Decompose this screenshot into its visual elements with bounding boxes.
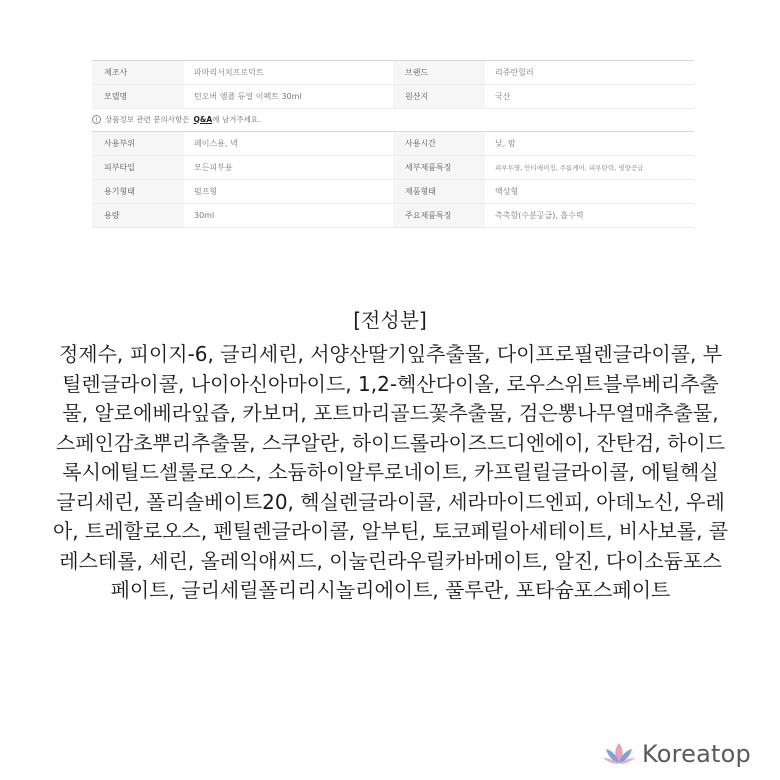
- spec-table-top: [92, 60, 694, 109]
- spec-label-usage-time: 사용시간: [393, 132, 485, 155]
- ingredients-heading: [전성분]: [353, 308, 427, 332]
- watermark-text: Koreatop: [642, 740, 751, 768]
- lotus-icon: [602, 739, 636, 769]
- spec-label-product-form: 제품형태: [393, 180, 485, 203]
- spec-label-skin-type: 피부타입: [92, 156, 184, 179]
- spec-label-manufacturer: 제조사: [92, 61, 184, 84]
- ingredients-line: 틸렌글라이콜, 나이아신아마이드, 1,2-헥산다이올, 로우스위트블루베리추출: [62, 371, 719, 396]
- spec-value-detail-features: 피부투명, 안티에이징, 주름케어, 피부탄력, 영양공급: [495, 164, 644, 172]
- spec-table-bottom: [92, 131, 694, 228]
- spec-value-manufacturer: 파마리서치프로덕트: [194, 68, 264, 77]
- spec-row: [92, 180, 694, 204]
- spec-value-product-form: 액상형: [495, 187, 519, 196]
- spec-row: [92, 60, 694, 85]
- ingredients-line: 스페인감초뿌리추출물, 스쿠알란, 하이드롤라이즈드디엔에이, 잔탄검, 하이드: [55, 430, 726, 455]
- ingredients-line: 아, 트레할로오스, 펜틸렌글라이콜, 알부틴, 토코페릴아세테이트, 비사보롤, 콜: [52, 519, 729, 543]
- ingredients-line: 페이트, 글리세릴폴리리시놀리에이트, 풀루란, 포타슘포스페이트: [110, 578, 671, 602]
- ingredients-line: 정제수, 피이지-6, 글리세린, 서양산딸기잎추출물, 다이프로필렌글라이콜, 부: [58, 342, 723, 366]
- koreatop-watermark: [602, 737, 751, 771]
- spec-row: [92, 204, 694, 228]
- spec-value-model: 턴오버 앰플 듀얼 이펙트 30ml: [194, 92, 302, 101]
- ingredients-list: [16, 340, 765, 606]
- ingredients-line: 레스테롤, 세린, 올레익애씨드, 이눌린라우릴카바메이트, 알진, 다이소듐포스: [59, 548, 722, 573]
- product-inquiry-notice: [92, 111, 692, 127]
- notice-prefix: 상품정보 관련 문의사항은: [105, 114, 190, 124]
- spec-value-usage-time: 낮, 밤: [495, 139, 516, 148]
- spec-label-container-type: 용기형태: [92, 180, 184, 203]
- ingredients-line: 록시에틸드셀룰로오스, 소듐하이알루로네이트, 카프릴릴글라이콜, 에틸헥실: [62, 460, 719, 484]
- spec-value-brand: 리쥬란힐러: [495, 68, 534, 77]
- spec-label-main-features: 주요제품특징: [393, 204, 485, 227]
- notice-suffix: 에 남겨주세요.: [212, 114, 261, 124]
- spec-value-volume: 30ml: [194, 211, 215, 220]
- spec-row: [92, 156, 694, 180]
- spec-value-container-type: 펌프형: [194, 187, 218, 196]
- spec-label-usage-area: 사용부위: [92, 132, 184, 155]
- spec-label-detail-features: 세부제품특징: [393, 156, 485, 179]
- qa-link[interactable]: Q&A: [193, 114, 213, 124]
- spec-label-origin: 원산지: [393, 85, 485, 108]
- spec-label-brand: 브랜드: [393, 61, 485, 84]
- spec-value-skin-type: 모든피부용: [194, 163, 233, 172]
- ingredients-line: 물, 알로에베라잎즙, 카보머, 포트마리골드꽃추출물, 검은뽕나무열매추출물,: [62, 401, 719, 425]
- spec-value-origin: 국산: [495, 92, 511, 101]
- spec-value-usage-area: 페이스용, 넥: [194, 139, 238, 148]
- info-icon: !: [92, 115, 101, 124]
- ingredients-line: 글리세린, 폴리솔베이트20, 헥실렌글라이콜, 세라마이드엔피, 아데노신, 우레: [56, 489, 725, 514]
- spec-row: [92, 85, 694, 109]
- spec-value-main-features: 촉촉함(수분공급), 흡수력: [495, 211, 584, 220]
- spec-label-volume: 용량: [92, 204, 184, 227]
- spec-label-model: 모델명: [92, 85, 184, 108]
- spec-row: [92, 131, 694, 156]
